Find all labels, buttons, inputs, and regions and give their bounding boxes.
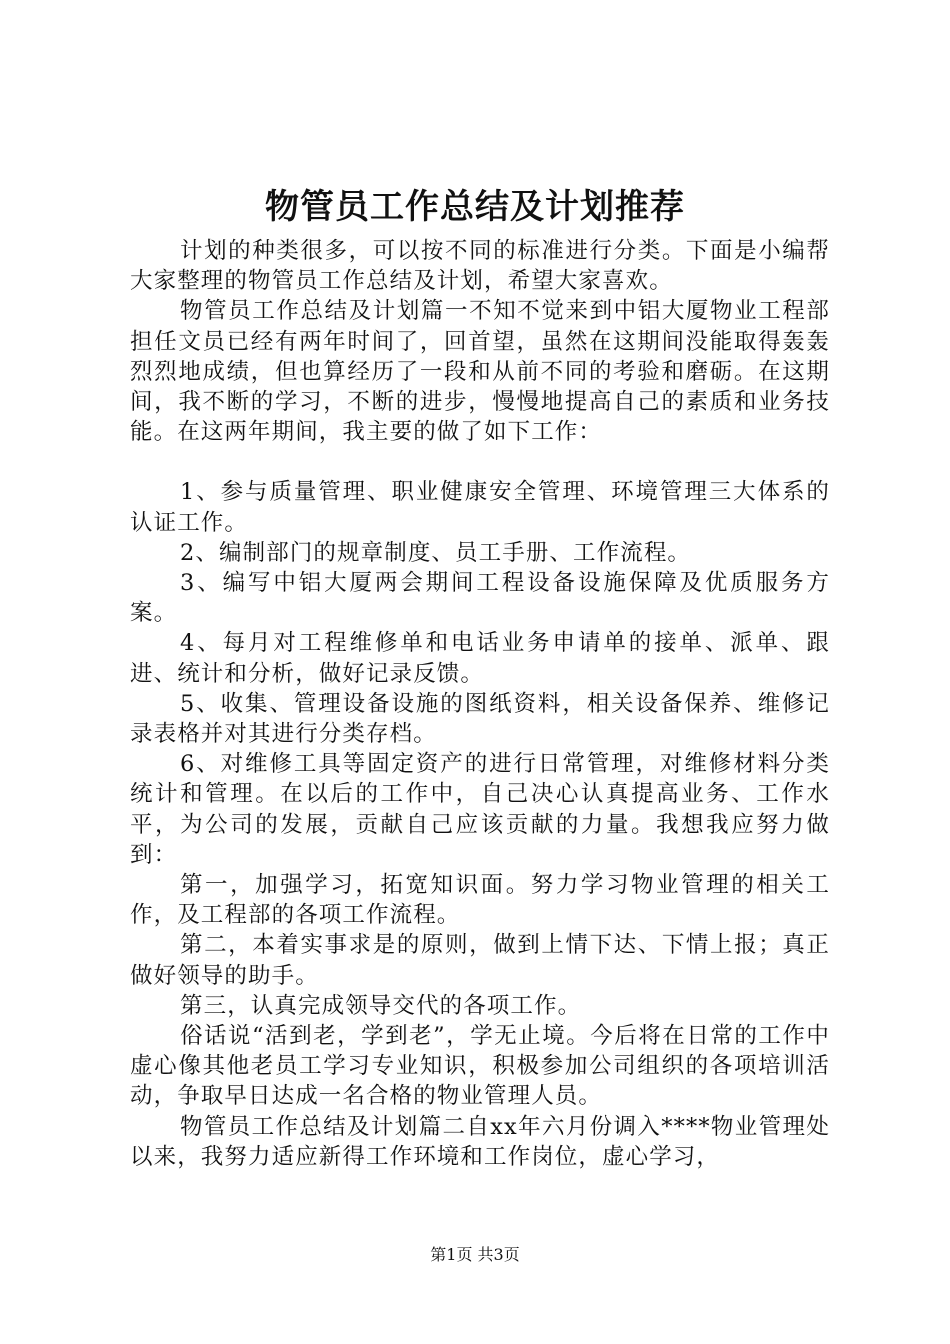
paragraph-intro: 计划的种类很多，可以按不同的标准进行分类。下面是小编帮大家整理的物管员工作总结及计划，希望大家喜欢。 bbox=[130, 238, 830, 295]
paragraph-proverb: 俗话说“活到老，学到老”，学无止境。今后将在日常的工作中虚心像其他老员工学习专业知识，积极参加公司组织的各项培训活动，争取早日达成一名合格的物业管理人员。 bbox=[130, 1023, 830, 1110]
paragraph-item-5: 5、收集、管理设备设施的图纸资料，相关设备保养、维修记录表格并对其进行分类存档。 bbox=[130, 690, 830, 748]
paragraph-first: 第一，加强学习，拓宽知识面。努力学习物业管理的相关工作，及工程部的各项工作流程。 bbox=[130, 872, 830, 929]
paragraph-third: 第三，认真完成领导交代的各项工作。 bbox=[180, 992, 582, 1019]
document-body bbox=[130, 236, 830, 1172]
page-footer: 第1页 共3页 bbox=[430, 1245, 520, 1264]
paragraph-second: 第二，本着实事求是的原则，做到上情下达、下情上报；真正做好领导的助手。 bbox=[130, 932, 830, 989]
document-title: 物管员工作总结及计划推荐 bbox=[265, 187, 685, 227]
paragraph-item-2: 2、编制部门的规章制度、员工手册、工作流程。 bbox=[180, 539, 692, 566]
paragraph-item-1: 1、参与质量管理、职业健康安全管理、环境管理三大体系的认证工作。 bbox=[130, 479, 830, 536]
paragraph-item-4: 4、每月对工程维修单和电话业务申请单的接单、派单、跟进、统计和分析，做好记录反馈。 bbox=[130, 630, 830, 687]
paragraph-part-one: 物管员工作总结及计划篇一不知不觉来到中铝大厦物业工程部担任文员已经有两年时间了，回首望，虽然在这期间没能取得轰轰烈烈地成绩，但也算经历了一段和从前不同的考验和磨砺。在这期间，我不断的学习，不断的进步，慢慢地提高自己的素质和业务技能。在这两年期间，我主要的做了如下工作： bbox=[130, 298, 830, 446]
paragraph-item-3: 3、编写中铝大厦两会期间工程设备设施保障及优质服务方案。 bbox=[130, 570, 830, 627]
paragraph-item-6: 6、对维修工具等固定资产的进行日常管理，对维修材料分类统计和管理。在以后的工作中，自己决心认真提高业务、工作水平，为公司的发展，贡献自己应该贡献的力量。我想我应努力做到： bbox=[130, 751, 830, 868]
blank-line bbox=[130, 447, 830, 477]
paragraph-part-two: 物管员工作总结及计划篇二自xx年六月份调入****物业管理处以来，我努力适应新得工作环境和工作岗位，虚心学习， bbox=[130, 1113, 830, 1170]
